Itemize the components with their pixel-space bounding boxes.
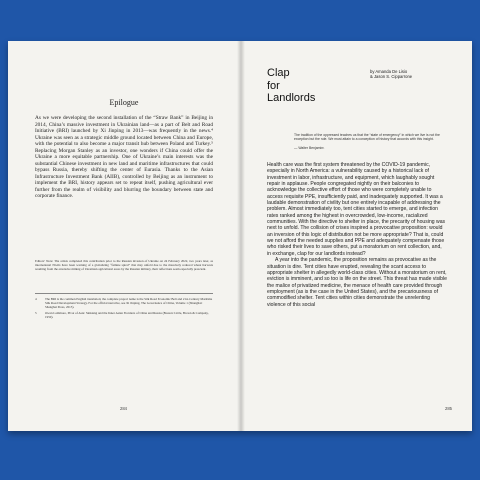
epigraph-attribution: — Walter Benjamin¹: [294, 146, 325, 150]
book-spread: [8, 41, 472, 431]
page-number: 285: [445, 406, 452, 411]
title-line: Landlords: [267, 92, 316, 104]
left-page: [8, 41, 240, 431]
footnotes: [35, 297, 213, 320]
footnote-rule: [35, 293, 213, 294]
editors-note: Editors’ Note: The artists completed this contribution prior to the Russian invasion of Ukraine on 24 February 2022, two years later, as international NGOs have been warning of a globalizing “famine spiral” that may unfold due to the massively reduced wheat harvests resulting from the extensive mining of Ukrainian agricultural areas by the Russian military, their reflections seem especially prescient.: [35, 259, 213, 271]
page-number: 284: [120, 406, 127, 411]
title-line: for: [267, 79, 280, 92]
footnote-text: The BRI is the common English translation; the complete project name is the Silk Road Economic Belt and 21st-Century Maritime Silk Road Development Strategy. For the official narrative, see Xi Jinping, The Governance of China, Volume 1 (Shanghai: Shanghai Press, 2015).: [45, 297, 213, 309]
byline: [370, 69, 412, 79]
title-line: Clap: [267, 67, 290, 79]
footnote-number: 4: [35, 297, 37, 301]
footnote-text: Owen Lattimore, Pivot of Asia: Sinkiang and the Inner Asian Frontiers of China and Russia (Boston: Little, Brown & Company, 1950).: [45, 310, 209, 319]
byline-line: & Jason S. Cipparrone: [370, 74, 413, 80]
footnote: [35, 297, 213, 309]
book-gutter: [237, 41, 245, 431]
article-title: [267, 67, 315, 105]
chapter-title: Epilogue: [109, 98, 139, 107]
right-page: [240, 41, 472, 431]
byline-line: by Amanda De Lisio: [370, 69, 408, 74]
paragraph: Health care was the first system threatened by the COVID-19 pandemic, especially in North America: a vulnerability caused by a historical lack of investment in labor, infrastructure, and equipment, which laughably sought repair in applause. People congregated nightly on their balconies to acknowledge the collective effort of those who were completely unable to access requisite PPE, insufficiently paid, and inadequately supported. It was a laudable demonstration of civility but one entirely incapable of addressing the problem. Almost immediately too, tent cities started to emerge, and infection rates ranked among the highest in overcrowded, low-income, racialized communities. With the directive to shelter in place, the precarity of housing was next to unfold. The collision of crises inspired a provocative proposition: would an inversion of this logic of distribution not be more appropriate? That is, could we not afford the needed supplies and PPE and adequately compensate those who risked their lives to save others, put a moratorium on rent collection, and, in exchange, clap for our landlords instead?: [267, 162, 446, 257]
article-body: [267, 162, 447, 308]
footnote: [35, 311, 213, 319]
paragraph: A year into the pandemic, the proposition remains as provocative as the situation is dire. Tent cities have erupted, revealing the scant access to appropriate shelter in allegedly world-class cities. Without a moratorium on rent, eviction is imminent, and so too is life on the street. This threat has made visible the malice of privatized medicine, the menace of health care provided through employment (as is the case in the United States), and the precariousness of commodified shelter. Tent cities within cities demonstrate the unrelenting violence of this social: [267, 257, 447, 308]
epigraph: The tradition of the oppressed teaches us that the “state of emergency” in which we live is not the exception but the rule. We must attain to a conception of history that accords with this insight.: [294, 133, 440, 142]
footnote-number: 5: [35, 310, 37, 315]
body-text: As we were developing the second installation of the “Straw Bank” in Beijing in 2014, China’s massive investment in Ukrainian land—as a part of Belt and Road Initiative (BRI) launched by Xi Jinping in 2013—was frequently in the news.⁴ Ukraine was seen as a strategic middle ground located between China and Europe, with the potential to also become a major transit hub between Poland and Turkey.⁵ Replacing Morgan Stanley as an investor, one wonders if China could offer the Ukraine a more equitable partnership. One of Ukraine’s main interests was the substantial Chinese investment in new land and maritime infrastructures that could bypass Russia, thereby shifting the center of Eurasia. Thanks to the Asian Infrastructure Investment Bank (AIIB), controlled by Beijing as an instrument to implement the BRI, history appears set to repeat itself, pushing agricultural ever further from the realm of visibility and blurring the boundary between state and corporate finance.: [35, 115, 213, 199]
